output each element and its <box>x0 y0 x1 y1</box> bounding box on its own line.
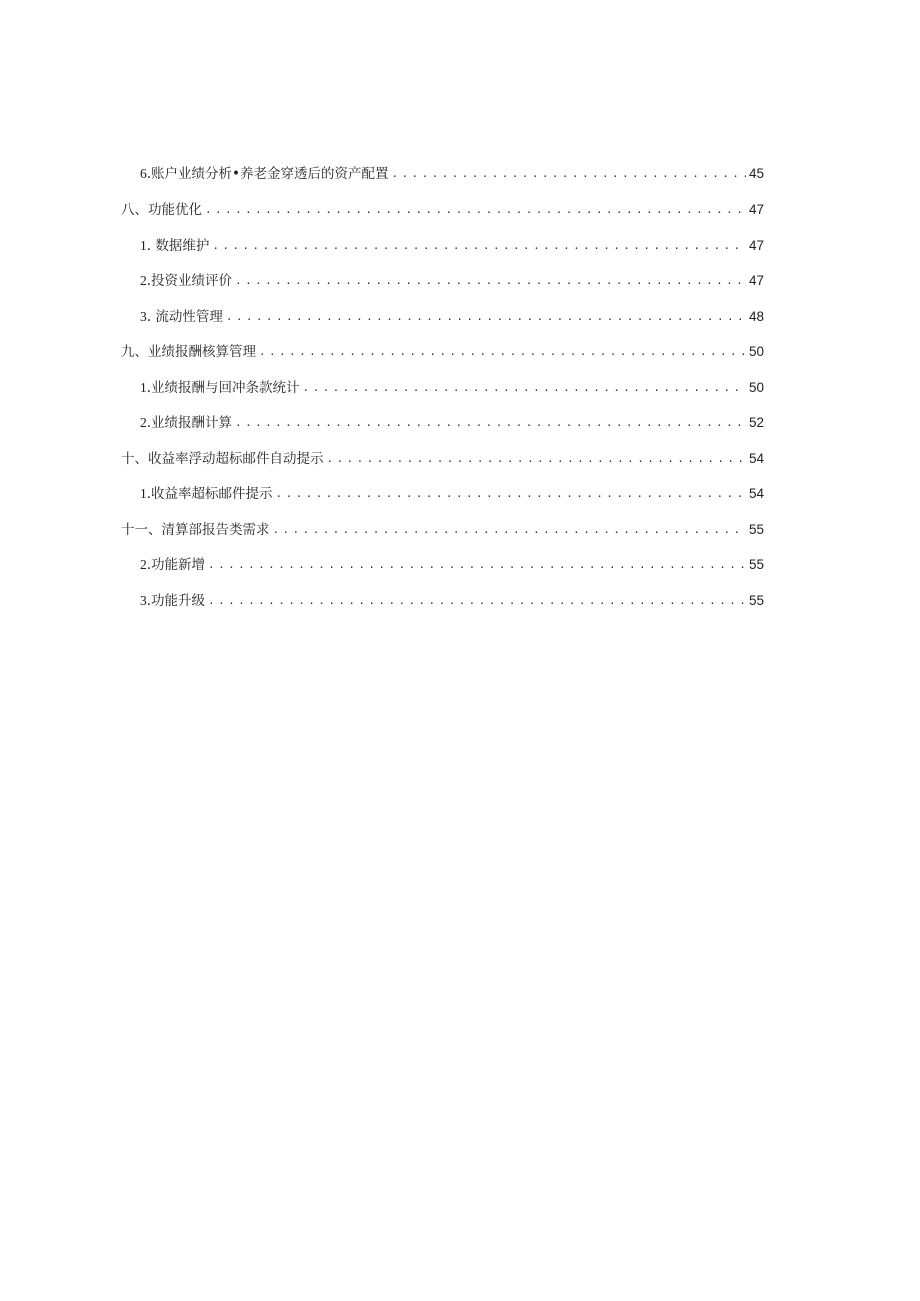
toc-entry-label: 十一、清算部报告类需求 <box>121 522 270 538</box>
toc-entry-label: .业绩报酬计算 <box>146 415 233 431</box>
toc-dot-leader <box>235 272 746 290</box>
toc-entry-page: 54 <box>748 451 764 466</box>
toc-entry-label: .投资业绩评价 <box>146 273 233 289</box>
toc-dot-leader <box>259 343 746 361</box>
toc-entry-page: 54 <box>748 486 764 501</box>
toc-entry-page: 48 <box>748 309 764 324</box>
toc-dot-leader <box>276 485 746 503</box>
toc-entry-page: 47 <box>748 273 764 288</box>
toc-entry-number: 2 <box>140 273 147 288</box>
toc-entry-number: 1 <box>140 238 147 253</box>
toc-entry[interactable] <box>140 165 764 183</box>
toc-entry-number: 2 <box>140 557 147 572</box>
toc-entry[interactable] <box>140 414 764 432</box>
toc-entry-label: 九、业绩报酬核算管理 <box>121 344 256 360</box>
toc-entry-page: 55 <box>748 593 764 608</box>
toc-entry-label: 十、收益率浮动超标邮件自动提示 <box>121 451 324 467</box>
toc-entry[interactable] <box>140 379 764 397</box>
toc-entry-page: 47 <box>748 238 764 253</box>
toc-entry-label: . 数据维护 <box>146 238 210 254</box>
toc-dot-leader <box>212 237 746 255</box>
toc-entry-label: .业绩报酬与回冲条款统计 <box>146 380 300 396</box>
toc-dot-leader <box>327 450 746 468</box>
toc-entry-label: .功能升级 <box>146 593 206 609</box>
toc-entry-number: 6 <box>140 166 147 181</box>
toc-entry-number: 1 <box>140 486 147 501</box>
toc-entry-number: 2 <box>140 415 147 430</box>
toc-entry[interactable] <box>121 450 764 468</box>
toc-entry-page: 52 <box>748 415 764 430</box>
toc-entry[interactable] <box>140 592 764 610</box>
toc-dot-leader <box>303 379 746 397</box>
toc-dot-leader <box>226 308 746 326</box>
toc-entry-page: 55 <box>748 522 764 537</box>
toc-entry-label: .收益率超标邮件提示 <box>146 486 273 502</box>
toc-entry[interactable] <box>140 485 764 503</box>
toc-entry-label: 八、功能优化 <box>121 202 202 218</box>
toc-entry-label: .账户业绩分析•养老金穿透后的资产配置 <box>146 166 389 182</box>
toc-entry[interactable] <box>140 237 764 255</box>
toc-dot-leader <box>205 201 746 219</box>
toc-entry-page: 50 <box>748 344 764 359</box>
toc-entry-page: 55 <box>748 557 764 572</box>
toc-entry-number: 3 <box>140 309 147 324</box>
toc-dot-leader <box>392 165 746 183</box>
toc-entry[interactable] <box>140 308 764 326</box>
toc-entry[interactable] <box>140 272 764 290</box>
toc-entry-page: 45 <box>748 166 764 181</box>
toc-dot-leader <box>208 556 746 574</box>
toc-entry-number: 3 <box>140 593 147 608</box>
toc-dot-leader <box>208 592 746 610</box>
toc-entry-page: 50 <box>748 380 764 395</box>
toc-dot-leader <box>273 521 746 539</box>
toc-entry[interactable] <box>121 521 764 539</box>
toc-entry-page: 47 <box>748 202 764 217</box>
toc-entry[interactable] <box>121 343 764 361</box>
toc-entry[interactable] <box>121 201 764 219</box>
toc-entry[interactable] <box>140 556 764 574</box>
toc-entry-label: . 流动性管理 <box>146 309 223 325</box>
toc-entry-label: .功能新增 <box>146 557 206 573</box>
toc-entry-number: 1 <box>140 380 147 395</box>
toc-dot-leader <box>235 414 746 432</box>
